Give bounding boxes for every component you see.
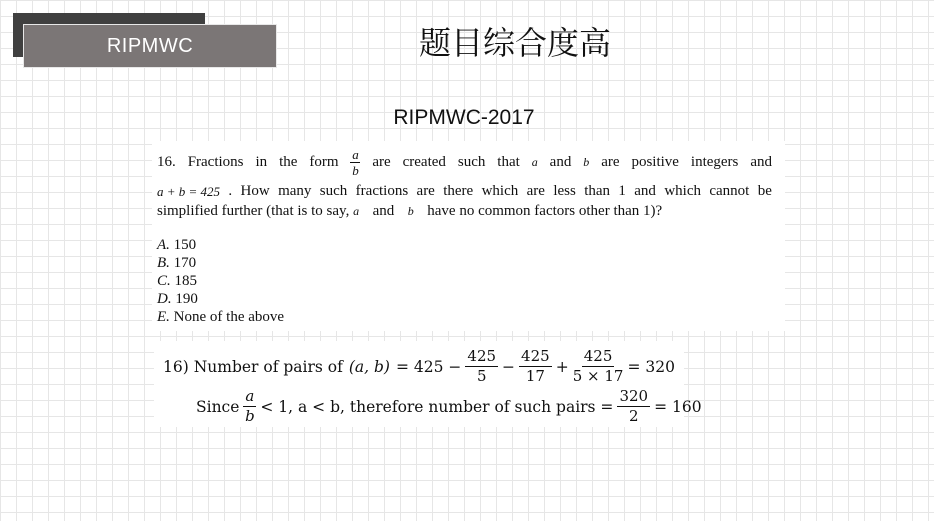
fraction-425-over-5 [465, 347, 498, 386]
option-c [157, 273, 197, 290]
fraction-425-over-17 [519, 347, 552, 386]
word: the [279, 154, 298, 170]
numerator: 425 [521, 347, 550, 365]
option-letter: E. [157, 309, 170, 325]
plus-sign: + [555, 357, 569, 376]
title-tag-label: RIPMWC [106, 34, 194, 57]
word: which [481, 183, 519, 199]
word: . [228, 183, 233, 199]
word: Fractions [187, 154, 244, 170]
option-e [157, 309, 284, 326]
word: which [664, 183, 701, 199]
slide-heading: 题目综合度高 [418, 24, 611, 62]
word: such [457, 154, 486, 170]
fraction-425-over-85 [573, 347, 624, 386]
word: are [601, 154, 620, 170]
word: that [497, 154, 520, 170]
variable-b: b [583, 155, 590, 169]
word: and [549, 154, 572, 170]
middle-text: < 1, a < b, therefore number of such pairs = [260, 397, 614, 416]
word: and [372, 203, 395, 219]
eq-part: = 425 − [395, 357, 462, 376]
title-tag [23, 24, 277, 68]
option-b [157, 255, 196, 272]
word: integers [690, 154, 739, 170]
pair-ab: (a, b) [348, 357, 390, 376]
word: positive [631, 154, 679, 170]
word: form [309, 154, 339, 170]
word: are [372, 154, 391, 170]
word: in [255, 154, 268, 170]
solution-prefix: 16) Number of pairs of [163, 357, 343, 376]
variable-a: a [531, 155, 538, 169]
word: be [757, 183, 772, 199]
denominator: 17 [525, 367, 545, 385]
option-text: 190 [175, 291, 198, 307]
fraction-denominator: b [352, 163, 359, 178]
fraction-320-over-2 [617, 387, 650, 426]
fraction-a-over-b [350, 147, 360, 178]
solution-block [154, 341, 702, 427]
variable-b: b [407, 204, 414, 218]
word: less [553, 183, 576, 199]
problem-line-1 [157, 147, 772, 178]
variable-a: a [353, 204, 360, 218]
numerator: a [245, 387, 255, 405]
word: many [278, 183, 312, 199]
option-text: 185 [174, 273, 198, 289]
result: = 160 [654, 397, 702, 416]
minus-sign: − [502, 357, 516, 376]
denominator: 5 [476, 367, 487, 385]
denominator: 5 × 17 [572, 367, 624, 385]
word: such [319, 183, 348, 199]
denominator: b [245, 407, 255, 425]
option-letter: A. [157, 237, 170, 253]
word: there [443, 183, 474, 199]
numerator: 425 [583, 347, 613, 365]
problem-number: 16. [157, 154, 176, 170]
word: and [750, 154, 772, 170]
fraction-a-over-b [243, 387, 256, 426]
problem-line-2 [157, 183, 772, 200]
option-d [157, 291, 198, 308]
numerator: 425 [467, 347, 497, 365]
option-letter: C. [157, 273, 171, 289]
text: have no common factors other than 1)? [427, 203, 663, 219]
denominator: 2 [628, 407, 639, 425]
option-letter: D. [157, 291, 172, 307]
word: How [240, 183, 270, 199]
solution-line-2 [196, 387, 702, 426]
option-text: None of the above [173, 309, 285, 325]
word: fractions [355, 183, 409, 199]
word: 1 [618, 183, 626, 199]
fraction-numerator: a [352, 147, 359, 162]
equation-a-plus-b: a + b = 425 [157, 183, 221, 199]
word: cannot [709, 183, 750, 199]
problem-block [152, 141, 785, 331]
option-letter: B. [157, 255, 170, 271]
word: than [584, 183, 611, 199]
option-text: 150 [173, 237, 197, 253]
since-word: Since [196, 397, 240, 416]
problem-line-3 [157, 203, 772, 220]
word: and [634, 183, 656, 199]
slide-subheading: RIPMWC-2017 [393, 106, 535, 129]
word: created [402, 154, 446, 170]
numerator: 320 [619, 387, 649, 405]
word: are [526, 183, 545, 199]
option-text: 170 [173, 255, 197, 271]
solution-line-1 [163, 347, 675, 386]
option-a [157, 237, 196, 254]
result: = 320 [627, 357, 675, 376]
text: simplified further (that is to say, [157, 203, 350, 219]
word: are [416, 183, 435, 199]
